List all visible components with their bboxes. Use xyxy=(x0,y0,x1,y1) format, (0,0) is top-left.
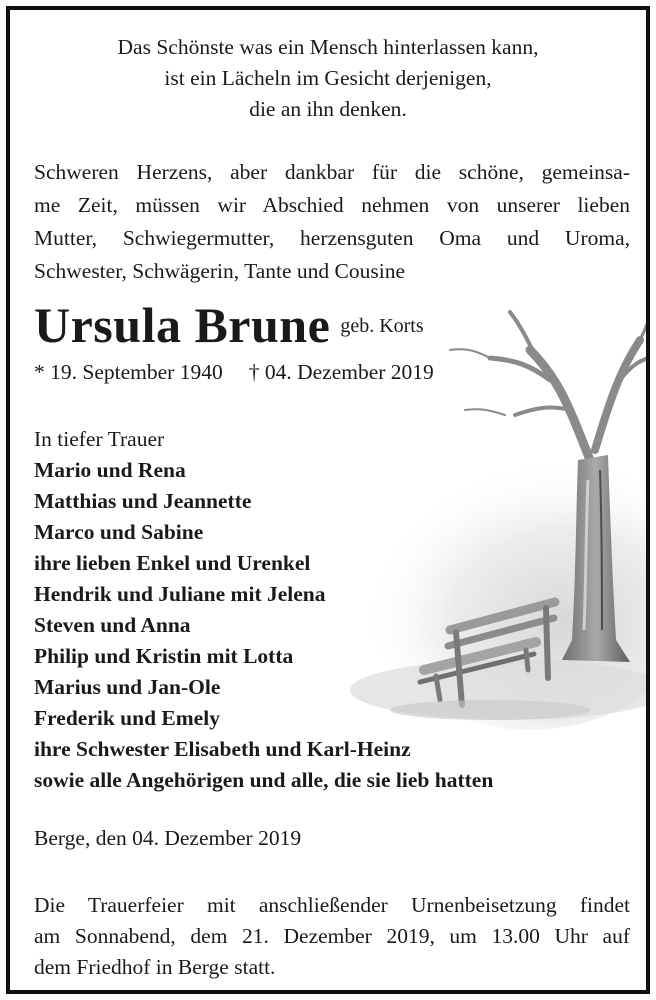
mourners-list xyxy=(34,424,493,796)
mourner-line: Hendrik und Juliane mit Jelena xyxy=(34,582,326,606)
life-dates xyxy=(34,360,434,385)
intro-line: Schwester, Schwägerin, Tante und Cousine xyxy=(34,259,406,283)
mourner-line: Philip und Kristin mit Lotta xyxy=(34,644,294,668)
mourner-line: Mario und Rena xyxy=(34,458,186,482)
mourner-line: Matthias und Jeannette xyxy=(34,489,252,513)
deceased-name: Ursula Brune xyxy=(34,297,331,353)
deceased-name-row xyxy=(34,296,424,354)
mourner-line: Marco und Sabine xyxy=(34,520,204,544)
mourner-line: ihre lieben Enkel und Urenkel xyxy=(34,551,311,575)
mourner-line: sowie alle Angehörigen und alle, die sie lieb hatten xyxy=(34,768,494,792)
mourning-intro: In tiefer Trauer xyxy=(34,427,165,451)
intro-line: Schweren Herzens, aber dankbar für die schöne, gemeinsa- xyxy=(34,160,630,184)
mourner-line: Marius und Jan-Ole xyxy=(34,675,221,699)
intro-paragraph xyxy=(34,156,630,288)
mourner-line: ihre Schwester Elisabeth und Karl-Heinz xyxy=(34,737,411,761)
maiden-name: geb. Korts xyxy=(340,315,424,337)
service-line: Die Trauerfeier mit anschließender Urnenbeisetzung findet xyxy=(34,893,630,917)
obituary-frame xyxy=(6,6,650,994)
intro-line: Mutter, Schwiegermutter, herzensguten Oma und Uroma, xyxy=(34,226,630,250)
birth-date: * 19. September 1940 xyxy=(34,360,223,384)
place-and-date: Berge, den 04. Dezember 2019 xyxy=(34,826,302,850)
quote-line: Das Schönste was ein Mensch hinterlassen kann, xyxy=(117,35,539,59)
service-line: am Sonnabend, dem 21. Dezember 2019, um 13.00 Uhr auf xyxy=(34,924,630,948)
death-date: † 04. Dezember 2019 xyxy=(248,360,434,384)
obituary-content xyxy=(10,10,646,990)
service-line: dem Friedhof in Berge statt. xyxy=(34,955,276,979)
mourner-line: Frederik und Emely xyxy=(34,706,220,730)
service-notice xyxy=(34,890,630,983)
quote-line: die an ihn denken. xyxy=(249,97,407,121)
intro-line: me Zeit, müssen wir Abschied nehmen von unserer lieben xyxy=(34,193,630,217)
mourner-line: Steven und Anna xyxy=(34,613,191,637)
memorial-quote xyxy=(10,32,646,125)
quote-line: ist ein Lächeln im Gesicht derjenigen, xyxy=(164,66,492,90)
